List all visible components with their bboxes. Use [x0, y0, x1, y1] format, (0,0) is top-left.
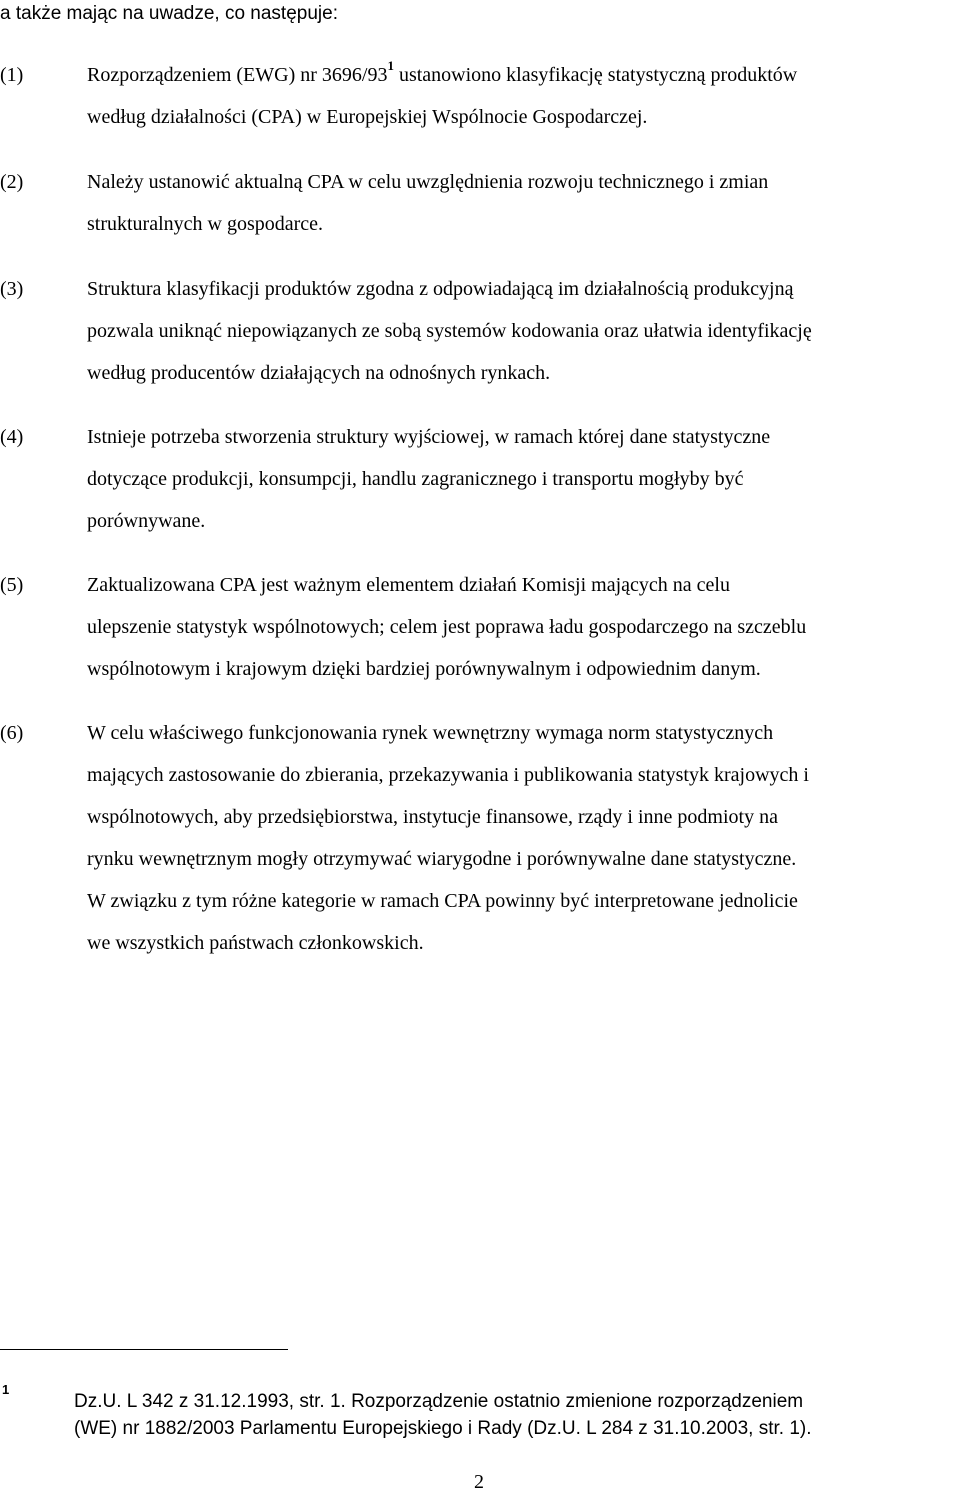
recital-number: (6) [0, 722, 24, 744]
recital-line: dotyczące produkcji, konsumpcji, handlu zagranicznego i transportu mogłyby być [87, 468, 744, 490]
footnote-marker: 1 [2, 1382, 10, 1397]
recital-line-text: ustanowiono klasyfikację statystyczną produktów [393, 64, 798, 86]
recital-line: Struktura klasyfikacji produktów zgodna z odpowiadającą im działalnością produkcyjną [87, 278, 794, 300]
recital-text [87, 564, 960, 690]
recital-line-text: Rozporządzeniem (EWG) nr 3696/93 [87, 64, 388, 86]
recital-text [87, 416, 960, 542]
recital-line: W celu właściwego funkcjonowania rynek wewnętrzny wymaga norm statystycznych [87, 722, 774, 744]
recital-line: Istnieje potrzeba stworzenia struktury wyjściowej, w ramach której dane statystyczne [87, 426, 771, 448]
recital-line: pozwala uniknąć niepowiązanych ze sobą systemów kodowania oraz ułatwia identyfikację [87, 320, 812, 342]
recital-text [87, 268, 960, 394]
intro-text: a także mając na uwadze, co następuje: [0, 3, 338, 24]
recital-text [87, 712, 960, 964]
recital-number: (2) [0, 171, 24, 193]
recital-line: we wszystkich państwach członkowskich. [87, 932, 424, 954]
recital-line: Zaktualizowana CPA jest ważnym elementem działań Komisji mających na celu [87, 574, 730, 596]
footnote-separator [0, 1349, 288, 1350]
footnote-line: (WE) nr 1882/2003 Parlamentu Europejskiego i Rady (Dz.U. L 284 z 31.10.2003, str. 1). [74, 1418, 812, 1439]
recital-line: ulepszenie statystyk wspólnotowych; celem jest poprawa ładu gospodarczego na szczeblu [87, 616, 807, 638]
recital-number: (4) [0, 426, 24, 448]
recital-text [87, 54, 960, 138]
recital-number: (5) [0, 574, 24, 596]
recital-line [87, 54, 960, 96]
recital-line: według producentów działających na odnośnych rynkach. [87, 362, 551, 384]
recital-text [87, 161, 960, 245]
footnote-reference[interactable]: 1 [387, 58, 394, 73]
recital-line: wspólnotowych, aby przedsiębiorstwa, instytucje finansowe, rządy i inne podmioty na [87, 806, 778, 828]
recital-line: wspólnotowym i krajowym dzięki bardziej porównywalnym i odpowiednim danym. [87, 658, 761, 680]
recital-number: (1) [0, 64, 24, 86]
footnote-line: Dz.U. L 342 z 31.12.1993, str. 1. Rozporządzenie ostatnio zmienione rozporządzeniem [74, 1391, 804, 1412]
recital-line: W związku z tym różne kategorie w ramach CPA powinny być interpretowane jednolicie [87, 890, 798, 912]
recital-line: porównywane. [87, 510, 206, 532]
recital-line: mających zastosowanie do zbierania, przekazywania i publikowania statystyk krajowych i [87, 764, 809, 786]
recital-line: strukturalnych w gospodarce. [87, 213, 324, 235]
recital-line: Należy ustanowić aktualną CPA w celu uwzględnienia rozwoju technicznego i zmian [87, 171, 769, 193]
recital-line: rynku wewnętrznym mogły otrzymywać wiarygodne i porównywalne dane statystyczne. [87, 848, 797, 870]
recital-number: (3) [0, 278, 24, 300]
recital-line: według działalności (CPA) w Europejskiej Wspólnocie Gospodarczej. [87, 106, 648, 128]
footnote-text [74, 1388, 812, 1442]
page-number: 2 [474, 1471, 484, 1493]
